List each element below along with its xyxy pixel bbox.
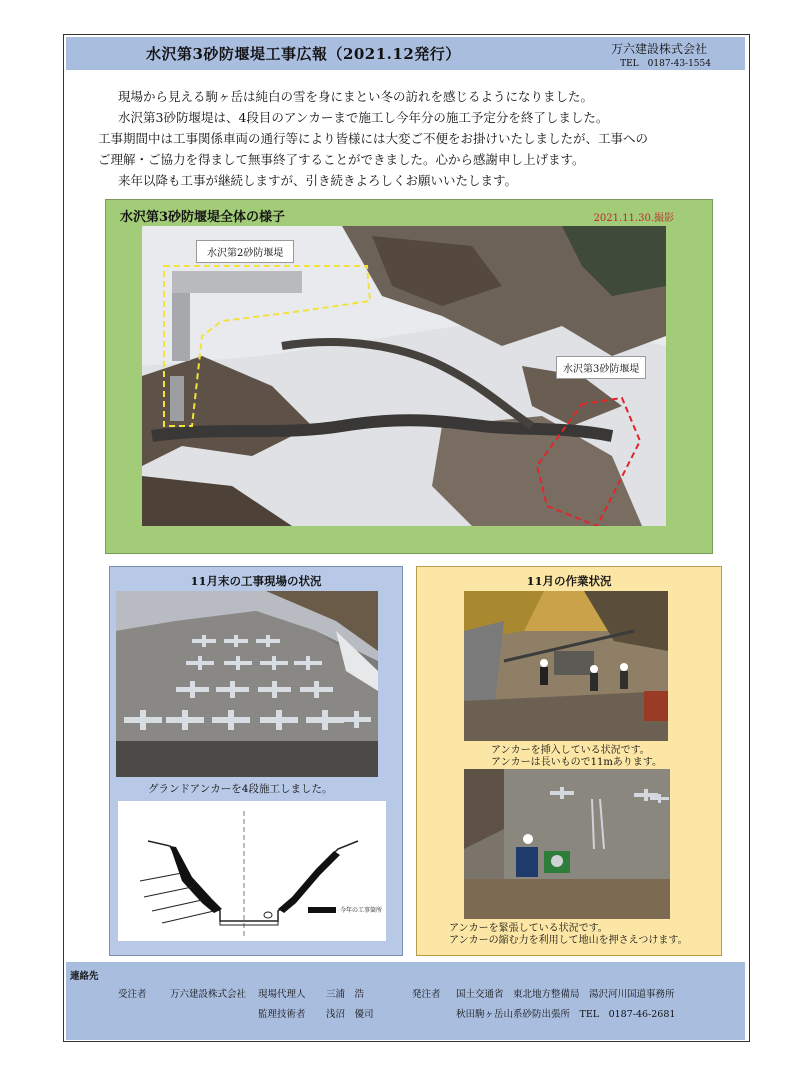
contact-footer: [66, 962, 745, 1040]
intro-line: 現場から見える駒ヶ岳は純白の雪を身にまとい冬の訪れを感じるようになりました。: [118, 89, 594, 104]
intro-text: [100, 86, 720, 191]
cross-section-diagram: [118, 801, 386, 941]
overview-section: [105, 199, 713, 554]
tensioning-caption-line2: アンカーの縮む力を利用して地山を押さえつけます。: [449, 935, 688, 946]
orderer-name: 国土交通省 東北地方整備局 湯沢河川国道事務所: [456, 989, 675, 1000]
intro-line: 工事期間中は工事関係車両の通行等により皆様には大変ご不便をお掛けいたしましたが、工事への: [98, 131, 649, 146]
site-agent-name: 三浦 浩: [326, 989, 365, 1000]
field-office: 秋田駒ヶ岳山系砂防出張所 TEL 0187-46-2681: [456, 1009, 676, 1020]
diagram-legend: 今年の工事箇所: [340, 907, 383, 914]
site-status-box: [109, 566, 403, 956]
insertion-caption: [491, 745, 662, 769]
aerial-photo: [142, 226, 666, 526]
work-status-box: [416, 566, 722, 956]
anchor-insertion-photo: [464, 591, 668, 741]
site-status-title: 11月末の工事現場の状況: [190, 574, 322, 588]
work-status-title: 11月の作業状況: [526, 574, 612, 588]
contact-label: 連絡先: [70, 971, 99, 982]
dam3-label: 水沢第3砂防堰堤: [556, 356, 646, 379]
insertion-caption-line1: アンカーを挿入している状況です。: [491, 745, 650, 756]
intro-line: 来年以降も工事が継続しますが、引き続きよろしくお願いいたします。: [118, 173, 518, 188]
client-label: 受注者: [118, 989, 147, 1000]
site-agent-label: 現場代理人: [258, 989, 306, 1000]
company-tel: TEL 0187-43-1554: [620, 59, 711, 69]
page-title: 水沢第3砂防堰堤工事広報（2021.12発行）: [146, 45, 461, 63]
supervisor-label: 監理技術者: [258, 1009, 306, 1020]
overview-title: 水沢第3砂防堰堤全体の様子: [120, 210, 286, 225]
insertion-caption-line2: アンカーは長いもので11mあります。: [491, 757, 663, 768]
anchor-tensioning-photo: [464, 769, 670, 919]
orderer-label: 発注者: [412, 989, 441, 1000]
anchor-caption: グランドアンカーを4段施工しました。: [148, 783, 333, 795]
tensioning-caption-line1: アンカーを緊張している状況です。: [449, 923, 608, 934]
intro-line: 水沢第3砂防堰堤は、4段目のアンカーまで施工し今年分の施工予定分を終了しました。: [118, 110, 609, 125]
photo-date: 2021.11.30.撮影: [593, 213, 674, 224]
tensioning-caption: [449, 923, 688, 947]
dam2-label: 水沢第2砂防堰堤: [196, 240, 294, 263]
company-name: 万六建設株式会社: [610, 42, 707, 56]
page-header: [66, 37, 745, 70]
intro-line: ご理解・ご協力を得まして無事終了することができました。心から感謝申し上げます。: [98, 152, 585, 167]
anchor-slope-photo: [116, 591, 378, 777]
supervisor-name: 浅沼 優司: [326, 1009, 374, 1020]
client-name: 万六建設株式会社: [170, 989, 247, 1000]
